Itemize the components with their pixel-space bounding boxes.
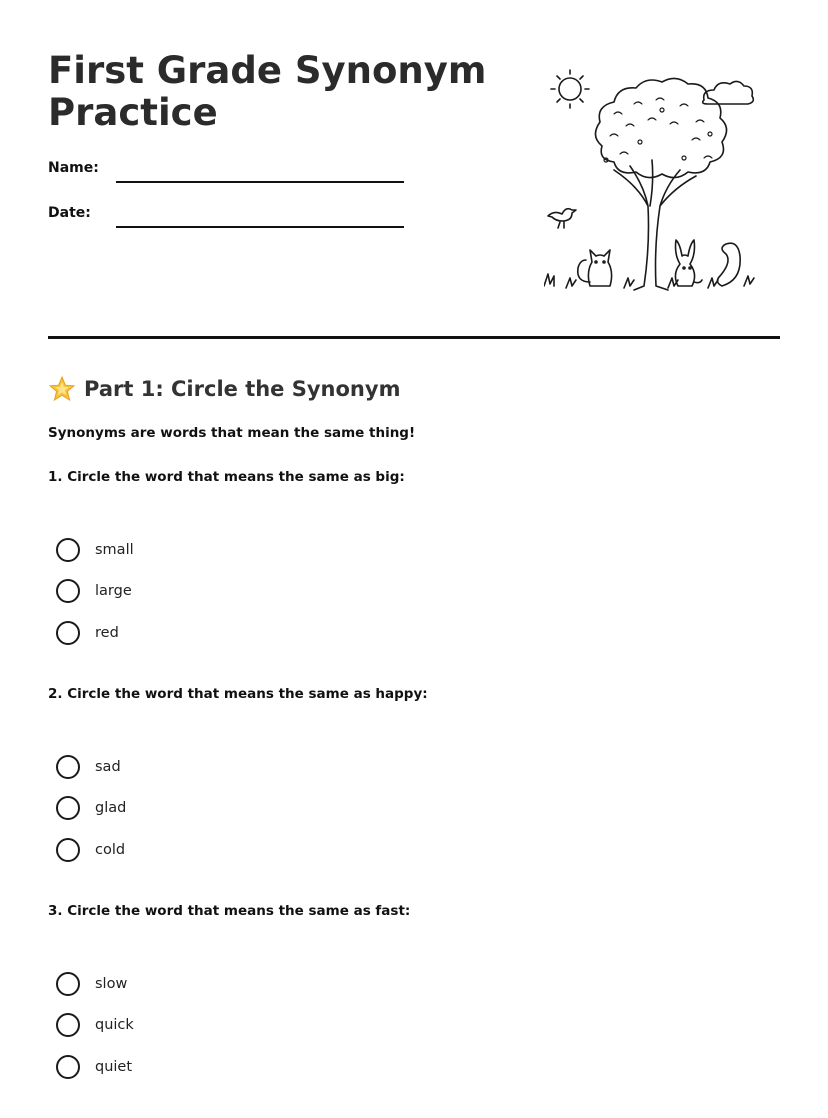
answer-circle-icon[interactable] <box>56 579 80 603</box>
part1-title: Part 1: Circle the Synonym <box>84 377 401 401</box>
question-1 <box>48 469 748 641</box>
option-label: quiet <box>95 1058 133 1075</box>
option-quick[interactable] <box>56 1005 134 1047</box>
date-label: Date: <box>48 205 91 221</box>
answer-circle-icon[interactable] <box>56 755 80 779</box>
date-field[interactable] <box>48 201 408 231</box>
date-line[interactable] <box>116 226 404 228</box>
question-2-prompt: 2. Circle the word that means the same as happy: <box>48 686 428 702</box>
sun-icon <box>551 70 589 108</box>
option-label: cold <box>95 841 126 858</box>
option-label: red <box>95 624 119 641</box>
question-3-options <box>56 963 134 1088</box>
rabbit-icon <box>675 240 702 286</box>
star-icon <box>48 375 76 403</box>
option-large[interactable] <box>56 571 134 613</box>
squirrel-tail-icon <box>717 243 740 286</box>
option-label: quick <box>95 1017 134 1034</box>
synonym-definition: Synonyms are words that mean the same thing! <box>48 425 416 441</box>
section-divider <box>48 336 780 339</box>
page-title: First Grade Synonym Practice <box>48 49 487 134</box>
question-3 <box>48 903 748 1075</box>
answer-circle-icon[interactable] <box>56 838 80 862</box>
answer-circle-icon[interactable] <box>56 1013 80 1037</box>
option-sad[interactable] <box>56 746 126 788</box>
worksheet-page <box>48 0 780 1118</box>
bird-icon <box>548 209 576 228</box>
cloud-icon <box>703 81 754 104</box>
name-line[interactable] <box>116 181 404 183</box>
tree-canopy <box>595 78 726 177</box>
option-label: sad <box>95 758 121 775</box>
cat-icon <box>578 250 612 286</box>
part1-heading <box>48 372 400 406</box>
option-label: large <box>95 583 132 600</box>
answer-circle-icon[interactable] <box>56 972 80 996</box>
answer-circle-icon[interactable] <box>56 538 80 562</box>
name-label: Name: <box>48 160 99 176</box>
question-2-options <box>56 746 126 871</box>
name-field[interactable] <box>48 156 408 186</box>
option-cold[interactable] <box>56 829 126 871</box>
option-label: slow <box>95 975 128 992</box>
option-glad[interactable] <box>56 788 126 830</box>
option-small[interactable] <box>56 529 134 571</box>
option-red[interactable] <box>56 612 134 654</box>
option-label: glad <box>95 800 127 817</box>
question-1-prompt: 1. Circle the word that means the same as big: <box>48 469 405 485</box>
answer-circle-icon[interactable] <box>56 796 80 820</box>
leaf-texture <box>604 98 712 162</box>
option-slow[interactable] <box>56 963 134 1005</box>
answer-circle-icon[interactable] <box>56 1055 80 1079</box>
answer-circle-icon[interactable] <box>56 621 80 645</box>
option-quiet[interactable] <box>56 1046 134 1088</box>
question-2 <box>48 686 748 858</box>
question-3-prompt: 3. Circle the word that means the same as fast: <box>48 903 411 919</box>
tree-trunk <box>614 160 696 290</box>
option-label: small <box>95 541 134 558</box>
question-1-options <box>56 529 134 654</box>
tree-with-animals-illustration <box>544 64 758 294</box>
